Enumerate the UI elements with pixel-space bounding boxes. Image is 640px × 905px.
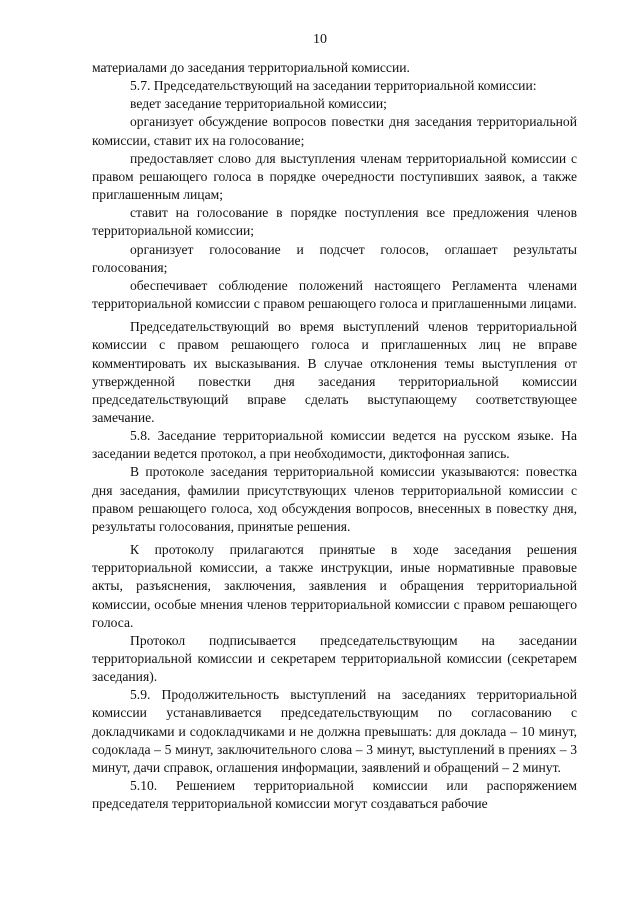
list-item-organizes-discussion: организует обсуждение вопросов повестки дня заседания территориальной комиссии, ставит их на голосование; xyxy=(92,114,577,148)
list-item-conducts-meeting: ведет заседание территориальной комиссии; xyxy=(130,96,387,112)
page-number: 10 xyxy=(313,32,327,47)
document-body xyxy=(92,59,577,813)
list-item-gives-floor: предоставляет слово для выступления членам территориальной комиссии с правом решающего голоса в порядке очередности поступивших заявок, а также приглашенным лицам; xyxy=(92,150,577,203)
paragraph-5-7: 5.7. Председательствующий на заседании территориальной комиссии: xyxy=(130,78,537,94)
paragraph-protocol-attachments: К протоколу прилагаются принятые в ходе заседания решения территориальной комиссии, а также инструкции, иные нормативные правовые акты, разъяснения, заключения, заявления и обращения территориальной комиссии, особые мнения членов территориальной комиссии с правом решающего голоса. xyxy=(92,542,577,630)
paragraph-protocol-contents: В протоколе заседания территориальной комиссии указываются: повестка дня заседания, фамилии присутствующих членов территориальной комиссии с правом решающего голоса, ход обсуждения вопросов, внесенных в повестку дня, результаты голосования, принятые решения. xyxy=(92,464,577,534)
paragraph-chair-comments: Председательствующий во время выступлений членов территориальной комиссии с правом решающего голоса и приглашенных лиц не вправе комментировать их высказывания. В случае отклонения темы выступления от утвержденной повестки дня заседания территориальной комиссии председательствующий вправе сделать выступающему соответствующее замечание. xyxy=(92,319,577,425)
paragraph-5-8: 5.8. Заседание территориальной комиссии ведется на русском языке. На заседании ведется протокол, а при необходимости, диктофонная запись. xyxy=(92,428,577,462)
list-item-puts-to-vote: ставит на голосование в порядке поступления все предложения членов территориальной комиссии; xyxy=(92,205,577,239)
list-item-ensures-compliance: обеспечивает соблюдение положений настоящего Регламента членами территориальной комиссии с правом решающего голоса и приглашенными лицами. xyxy=(92,277,577,312)
paragraph-continuation: материалами до заседания территориальной комиссии. xyxy=(92,60,410,75)
paragraph-protocol-signing: Протокол подписывается председательствующим на заседании территориальной комиссии и секретарем территориальной комиссии (секретарем заседания). xyxy=(92,632,577,685)
paragraph-5-9: 5.9. Продолжительность выступлений на заседаниях территориальной комиссии устанавливается председательствующим по согласованию с докладчиками и содокладчиками и не должна превышать: для доклада – 10 минут, содоклада – 5 минут, заключительного слова – 3 минут, выступлений в прениях – 3 минут, дачи справок, оглашения информации, заявлений и обращений – 2 минут. xyxy=(92,687,577,775)
list-item-organizes-voting: организует голосование и подсчет голосов, оглашает результаты голосования; xyxy=(92,241,577,275)
paragraph-5-10: 5.10. Решением территориальной комиссии или распоряжением председателя территориальной комиссии могут создаваться рабочие xyxy=(92,778,577,812)
